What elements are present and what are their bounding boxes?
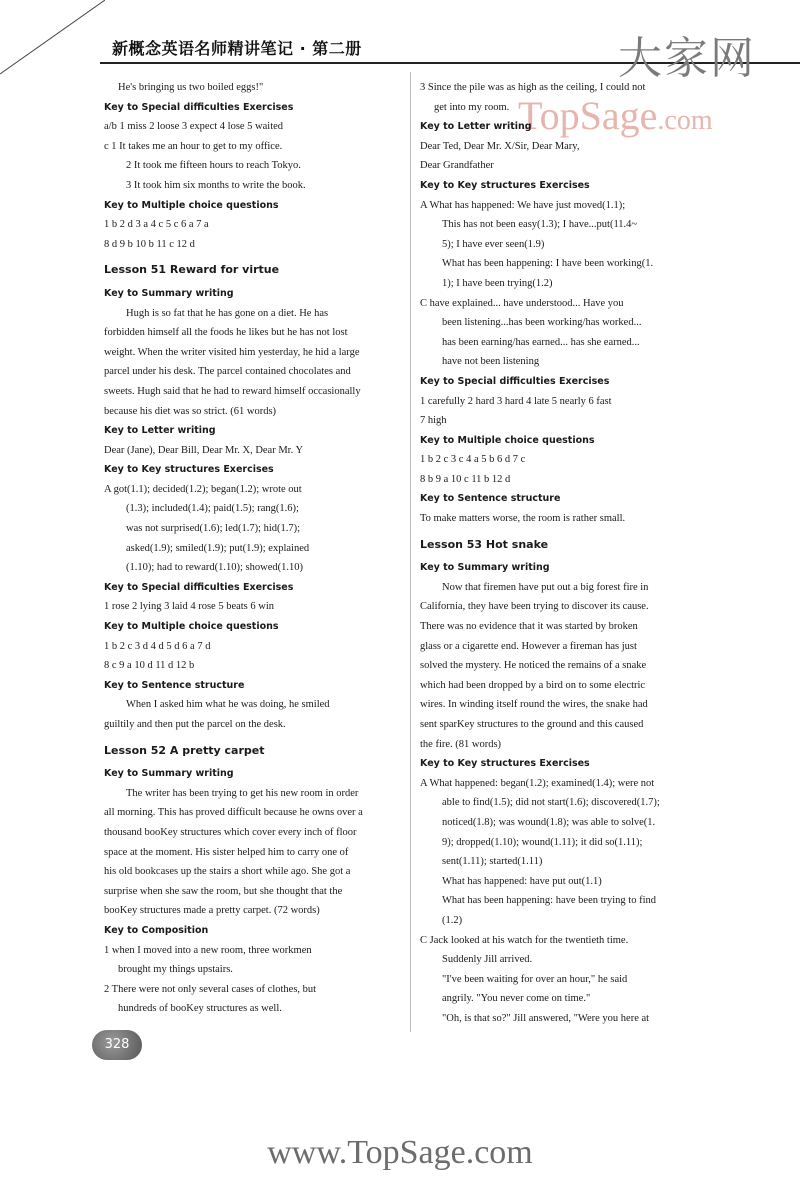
running-header-title: 新概念英语名师精讲笔记 · 第二册 <box>112 39 362 58</box>
section-heading: Key to Summary writing <box>420 562 550 574</box>
text-line: The writer has been trying to get his new room in order <box>126 787 359 799</box>
section-heading: Key to Key structures Exercises <box>420 758 590 770</box>
text-line: This has not been easy(1.3); I have...put(11.4~ <box>442 219 638 231</box>
text-line: 2 There were not only several cases of clothes, but <box>104 983 317 995</box>
text-line: angrily. "You never come on time." <box>442 993 591 1005</box>
text-line: (1.10); had to reward(1.10); showed(1.10) <box>126 562 303 574</box>
text-line: Suddenly Jill arrived. <box>442 954 533 966</box>
text-line: have not been listening <box>442 356 540 368</box>
text-line: Now that firemen have put out a big forest fire in <box>442 581 649 593</box>
text-line: 1 rose 2 lying 3 laid 4 rose 5 beats 6 win <box>104 601 275 613</box>
text-line: asked(1.9); smiled(1.9); put(1.9); explained <box>126 542 310 554</box>
text-line: "I've been waiting for over an hour," he said <box>442 973 628 985</box>
section-heading: Key to Composition <box>104 924 209 936</box>
text-line: sweets. Hugh said that he had to reward himself occasionally <box>104 385 361 397</box>
text-line: wires. In winding itself round the wires, the snake had <box>420 699 648 711</box>
text-line: brought my things upstairs. <box>118 964 233 976</box>
section-heading: Key to Letter writing <box>420 121 532 133</box>
text-line: forbidden himself all the foods he likes but he has not lost <box>104 327 348 339</box>
text-line: C have explained... have understood... Have you <box>420 297 624 309</box>
text-line: Hugh is so fat that he has gone on a diet. He has <box>126 307 329 319</box>
text-line: "Oh, is that so?" Jill answered, "Were you here at <box>442 1012 650 1024</box>
text-line: 1 when I moved into a new room, three workmen <box>104 944 312 956</box>
text-line: the fire. (81 words) <box>420 738 502 750</box>
section-heading: Key to Special difficulties Exercises <box>420 375 610 387</box>
left-text-column <box>104 78 402 1019</box>
section-heading: Key to Sentence structure <box>420 493 561 505</box>
text-line: A What has happened: We have just moved(1.1); <box>420 199 626 211</box>
text-line: 9); dropped(1.10); wound(1.11); it did so(1.11); <box>442 836 643 848</box>
text-line: 1 b 2 d 3 a 4 c 5 c 6 a 7 a <box>104 219 209 231</box>
lesson-title: Lesson 51 Reward for virtue <box>104 263 280 277</box>
text-line: Dear Grandfather <box>420 160 494 172</box>
text-line: (1.3); included(1.4); paid(1.5); rang(1.6); <box>126 503 299 515</box>
text-line: get into my room. <box>434 101 510 113</box>
lesson-title: Lesson 53 Hot snake <box>420 537 549 551</box>
text-line: parcel under his desk. The parcel contained chocolates and <box>104 366 351 378</box>
text-line: his old bookcases up the stairs a short while ago. She got a <box>104 866 351 878</box>
watermark-logo-en-main: TopSage <box>518 93 658 138</box>
text-line: booKey structures made a pretty carpet. (72 words) <box>104 905 320 917</box>
text-line: What has happened: have put out(1.1) <box>442 875 602 887</box>
section-heading: Key to Letter writing <box>104 425 216 437</box>
text-line: c 1 It takes me an hour to get to my office. <box>104 140 283 152</box>
section-heading: Key to Special difficulties Exercises <box>104 101 294 113</box>
text-line: all morning. This has proved difficult because he owns over a <box>104 807 363 819</box>
text-line: 8 b 9 a 10 c 11 b 12 d <box>420 473 511 485</box>
section-heading: Key to Summary writing <box>104 287 234 299</box>
text-line: When I asked him what he was doing, he smiled <box>126 699 330 711</box>
text-line: been listening...has been working/has worked... <box>442 317 642 329</box>
text-line: 1); I have been trying(1.2) <box>442 277 553 289</box>
text-line: able to find(1.5); did not start(1.6); discovered(1.7); <box>442 797 660 809</box>
text-line: Dear (Jane), Dear Bill, Dear Mr. X, Dear Mr. Y <box>104 444 304 456</box>
text-line: 2 It took me fifteen hours to reach Tokyo. <box>126 160 301 172</box>
text-line: Dear Ted, Dear Mr. X/Sir, Dear Mary, <box>420 140 580 152</box>
section-heading: Key to Multiple choice questions <box>420 434 595 446</box>
text-line: 5); I have ever seen(1.9) <box>442 238 545 250</box>
right-text-column <box>420 78 720 1029</box>
text-line: C Jack looked at his watch for the twentieth time. <box>420 934 629 946</box>
text-line: To make matters worse, the room is rather small. <box>420 513 626 525</box>
text-line: There was no evidence that it was started by broken <box>420 621 638 633</box>
section-heading: Key to Key structures Exercises <box>420 179 590 191</box>
footer-url: www.TopSage.com <box>267 1134 533 1171</box>
section-heading: Key to Special difficulties Exercises <box>104 581 294 593</box>
text-line: hundreds of booKey structures as well. <box>118 1003 282 1015</box>
text-line: (1.2) <box>442 914 463 926</box>
text-line: sent(1.11); started(1.11) <box>442 856 543 868</box>
lesson-title: Lesson 52 A pretty carpet <box>104 743 265 757</box>
text-line: has been earning/has earned... has she earned... <box>442 336 640 348</box>
text-line: 3 It took him six months to write the book. <box>126 179 306 191</box>
text-line: 8 d 9 b 10 b 11 c 12 d <box>104 238 195 250</box>
watermark-logo-cn: 大家网 <box>618 33 756 84</box>
text-line: A What happened: began(1.2); examined(1.4); were not <box>420 777 655 789</box>
section-heading: Key to Key structures Exercises <box>104 464 274 476</box>
text-line: surprise when she saw the room, but she thought that the <box>104 885 343 897</box>
section-heading: Key to Sentence structure <box>104 679 245 691</box>
column-divider <box>410 72 411 1032</box>
text-line: noticed(1.8); was wound(1.8); was able to solve(1. <box>442 816 656 828</box>
text-line: space at the moment. His sister helped him to carry one of <box>104 846 349 858</box>
text-line: A got(1.1); decided(1.2); began(1.2); wrote out <box>104 483 302 495</box>
watermark-logo-en-suffix: .com <box>657 105 713 136</box>
text-line: because his diet was so strict. (61 words) <box>104 405 277 417</box>
text-line: He's bringing us two boiled eggs!" <box>118 82 264 93</box>
text-line: What has been happening: have been trying to find <box>442 895 657 907</box>
text-line: which had been dropped by a bird on to some electric <box>420 679 646 691</box>
text-line: What has been happening: I have been working(1. <box>442 258 654 270</box>
section-heading: Key to Multiple choice questions <box>104 621 279 633</box>
page-number-badge: 328 <box>92 1030 142 1060</box>
text-line: 3 Since the pile was as high as the ceiling, I could not <box>420 82 646 93</box>
corner-decoration <box>0 0 105 75</box>
text-line: 1 carefully 2 hard 3 hard 4 late 5 nearly 6 fast <box>420 395 612 407</box>
text-line: a/b 1 miss 2 loose 3 expect 4 lose 5 waited <box>104 121 284 133</box>
text-line: weight. When the writer visited him yesterday, he hid a large <box>104 346 360 358</box>
section-heading: Key to Multiple choice questions <box>104 199 279 211</box>
text-line: glass or a cigarette end. However a fireman has just <box>420 640 637 652</box>
text-line: 1 b 2 c 3 c 4 a 5 b 6 d 7 c <box>420 454 526 466</box>
text-line: sent sparKey structures to the ground and this caused <box>420 719 644 730</box>
text-line: 7 high <box>420 415 447 427</box>
text-line: California, they have been trying to discover its cause. <box>420 601 649 613</box>
text-line: thousand booKey structures which cover every inch of floor <box>104 826 357 838</box>
section-heading: Key to Summary writing <box>104 768 234 780</box>
text-line: was not surprised(1.6); led(1.7); hid(1.7); <box>126 523 301 535</box>
text-line: solved the mystery. He noticed the remains of a snake <box>420 660 647 672</box>
text-line: 8 c 9 a 10 d 11 d 12 b <box>104 660 195 672</box>
text-line: guiltily and then put the parcel on the desk. <box>104 719 286 730</box>
text-line: 1 b 2 c 3 d 4 d 5 d 6 a 7 d <box>104 640 211 652</box>
